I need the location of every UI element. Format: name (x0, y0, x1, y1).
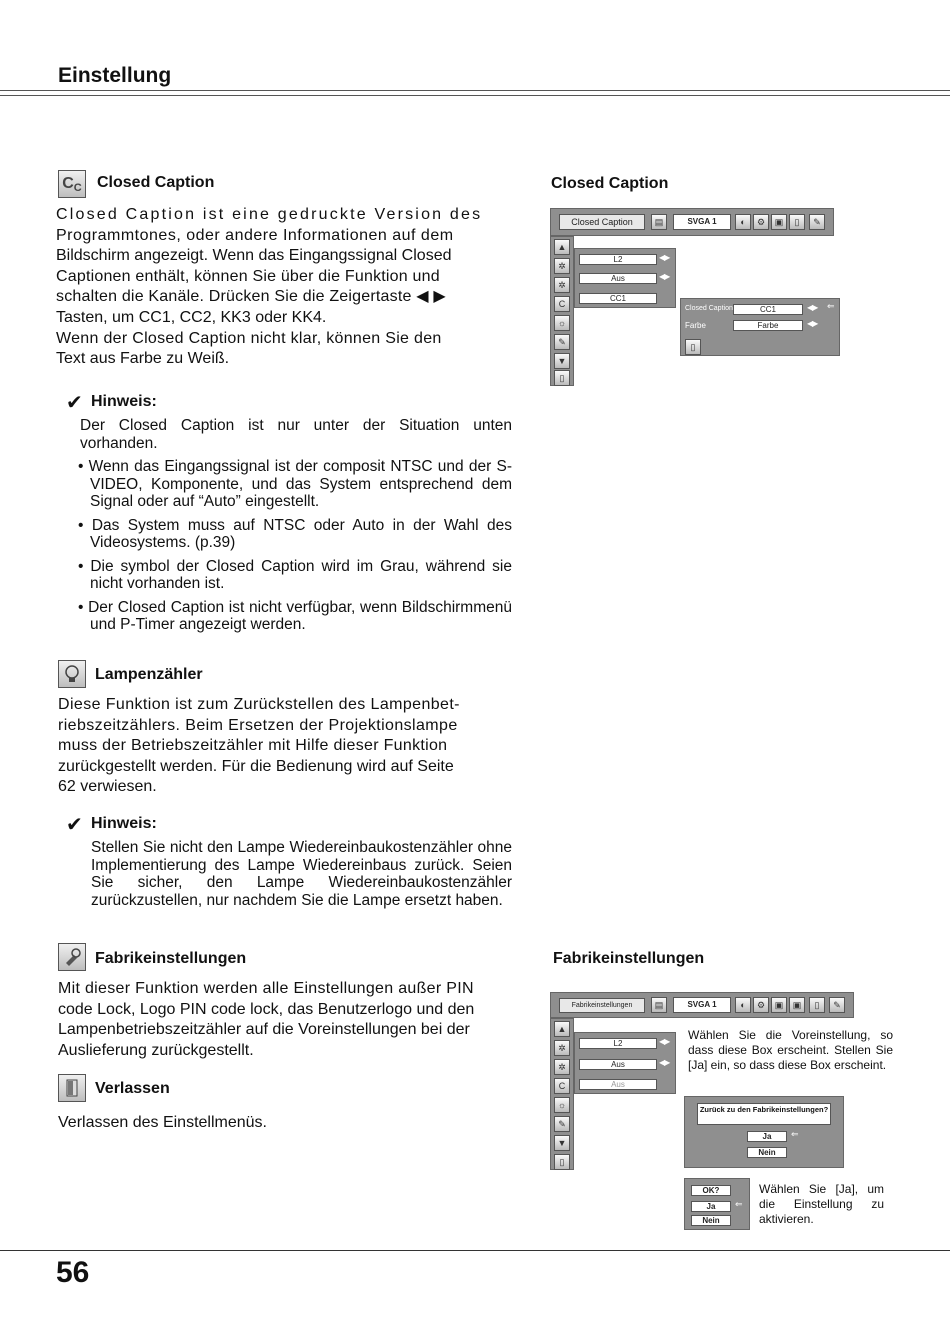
paragraph-line: Wenn der Closed Caption nicht klar, können Sie den (56, 329, 442, 347)
osd-image-icon: ▣ (771, 214, 787, 230)
pointer-arrow-icon: ⇐ (827, 301, 835, 311)
lamp-icon (58, 660, 86, 688)
confirm-yes-button[interactable]: Ja (691, 1201, 731, 1212)
arrow-left-right-icon: ◀▶ (659, 272, 670, 281)
closed-caption-paragraph (56, 205, 514, 370)
factory-instruction-note: Wählen Sie die Voreinstellung, so dass diese Box erscheint. Stellen Sie [Ja] ein, so dass diese Box erscheint. (688, 1028, 893, 1072)
osd-value-panel (574, 1032, 676, 1094)
osd-menu-bar (550, 992, 854, 1018)
exit-door-icon: ▯ (554, 1154, 570, 1170)
confirm-no-button[interactable]: Nein (691, 1215, 731, 1226)
list-item: • Die symbol der Closed Caption wird im Grau, während sie nicht vorhanden ist. (78, 557, 512, 592)
osd-field: L2 (579, 1038, 657, 1049)
osd-mode-label: SVGA 1 (673, 997, 731, 1013)
paragraph-line: Text aus Farbe zu Weiß. (56, 350, 230, 368)
osd-sub-value: Farbe (733, 320, 803, 331)
osd-sub-label: Farbe (685, 321, 706, 330)
factory-reset-dialog (684, 1096, 844, 1168)
list-item: • Wenn das Eingangssignal ist der composit NTSC und der S-VIDEO, Komponente, und das System entsprechend dem Signal oder auf “Auto” eingestellt. (78, 458, 512, 510)
lamp-counter-paragraph (58, 695, 512, 798)
paragraph-line: Diese Funktion ist zum Zurückstellen des Lampenbet- (58, 696, 460, 713)
factory-paragraph (58, 979, 512, 1061)
osd-screen-icon: ▤ (651, 214, 667, 230)
dialog-question: Zurück zu den Fabrikeinstellungen? (697, 1103, 831, 1125)
osd-submenu (680, 298, 840, 356)
lamp-icon: ☼ (554, 315, 570, 331)
pointer-arrow-icon: ⇐ (791, 1129, 799, 1139)
osd-screen-icon: ▤ (651, 997, 667, 1013)
section-title-factory-settings: Fabrikeinstellungen (95, 950, 247, 967)
osd-palette-icon: ◐ (735, 214, 751, 230)
osd-title-factory-settings: Fabrikeinstellungen (553, 950, 705, 967)
osd-tab-label: Fabrikeinstellungen (559, 998, 645, 1013)
osd-sub-value: CC1 (733, 304, 803, 315)
factory-reset-icon: ✎ (554, 1116, 570, 1132)
arrow-left-right-icon: ◀▶ (807, 319, 818, 328)
osd-mode-label: SVGA 1 (673, 214, 731, 230)
paragraph-line: schalten die Kanäle. Drücken Sie die Zeigertaste ◀ ▶ (56, 288, 446, 306)
list-item: • Der Closed Caption ist nicht verfügbar, wenn Bildschirmmenü und P-Timer angezeigt werden. (78, 598, 512, 633)
factory-reset-icon: ✎ (554, 334, 570, 350)
paragraph-line: Lampenbetriebszeitzähler auf die Voreinstellungen bei der (58, 1021, 470, 1039)
section-title-exit: Verlassen (95, 1080, 170, 1097)
paragraph-line: code Lock, Logo PIN code lock, das Benutzerlogo und den (58, 1000, 475, 1018)
osd-exit-icon: ▯ (809, 997, 825, 1013)
paragraph-line: Tasten, um CC1, CC2, KK3 oder KK4. (56, 308, 327, 326)
osd-keystone-icon: ▲ (554, 1021, 570, 1037)
closed-caption-icon: C (554, 296, 570, 312)
osd-pen-icon: ✎ (809, 214, 825, 230)
exit-text: Verlassen des Einstellmenüs. (58, 1114, 267, 1131)
osd-field: L2 (579, 254, 657, 265)
closed-caption-icon: C (554, 1078, 570, 1094)
osd-sidebar (550, 1018, 574, 1170)
osd-image-icon: ▣ (771, 997, 787, 1013)
osd-fan-icon: ✲ (554, 258, 570, 274)
page-header-title: Einstellung (58, 64, 172, 87)
paragraph-line: 62 verwiesen. (58, 778, 157, 796)
osd-pen-icon: ✎ (829, 997, 845, 1013)
osd-value-panel (574, 248, 676, 308)
section-title-lamp-counter: Lampenzähler (95, 666, 203, 683)
page-number: 56 (56, 1256, 90, 1289)
arrow-left-right-icon: ◀▶ (807, 303, 818, 312)
paragraph-line: Captionen enthält, können Sie über die Funktion und (56, 267, 440, 285)
closed-caption-icon: C C (58, 170, 86, 198)
osd-field: Aus (579, 273, 657, 284)
osd-exit-icon: ▯ (789, 214, 805, 230)
filter-icon: ▼ (554, 353, 570, 369)
paragraph-line: Programmtones, oder andere Informationen auf dem (56, 226, 454, 244)
factory-reset-icon (58, 943, 86, 971)
exit-door-icon (58, 1074, 86, 1102)
arrow-left-right-icon: ◀▶ (659, 1037, 670, 1046)
filter-icon: ▼ (554, 1135, 570, 1151)
paragraph-line: muss der Betriebszeitzähler mit Hilfe dieser Funktion (58, 737, 448, 755)
exit-door-icon: ▯ (685, 339, 701, 355)
note-title: Hinweis: (91, 815, 157, 832)
list-item: • Das System muss auf NTSC oder Auto in der Wahl des Videosystems. (p.39) (78, 516, 512, 551)
osd-field: Aus (579, 1079, 657, 1090)
paragraph-line: Mit dieser Funktion werden alle Einstellungen außer PIN (58, 980, 474, 997)
osd-field: Aus (579, 1059, 657, 1070)
paragraph-line: riebszeitzählers. Beim Ersetzen der Projektionslampe (58, 716, 458, 734)
osd-tab-label: Closed Caption (559, 214, 645, 230)
osd-fan-icon: ✲ (554, 1059, 570, 1075)
note-text: Stellen Sie nicht den Lampe Wiedereinbaukostenzähler ohne Implementierung des Lampe Wiedereinbaus zurück. Seien Sie sicher, den Lampe Wiedereinbaukostenzähler zurückzustellen, nur nachdem Sie die Lampe ersetzt haben. (91, 839, 512, 909)
lamp-icon: ☼ (554, 1097, 570, 1113)
osd-settings-icon: ⚙ (753, 214, 769, 230)
pointer-arrow-icon: ⇐ (735, 1199, 743, 1209)
note-intro: Der Closed Caption ist nur unter der Situation unten vorhanden. (80, 417, 512, 452)
osd-title-closed-caption: Closed Caption (551, 175, 669, 192)
note-title: Hinweis: (91, 393, 157, 410)
dialog-yes-button[interactable]: Ja (747, 1131, 787, 1142)
osd-keystone-icon: ▲ (554, 239, 570, 255)
paragraph-line: Bildschirm angezeigt. Wenn das Eingangssignal Closed (56, 247, 452, 265)
footer-rule (0, 1250, 950, 1251)
osd-fan-icon: ✲ (554, 277, 570, 293)
confirm-dialog (684, 1178, 750, 1230)
paragraph-line: Auslieferung zurückgestellt. (58, 1041, 254, 1059)
arrow-left-right-icon: ◀▶ (659, 253, 670, 262)
exit-door-icon: ▯ (554, 370, 570, 386)
note-bullet-list (78, 458, 512, 634)
activate-instruction-note: Wählen Sie [Ja], um die Einstellung zu aktivieren. (759, 1182, 884, 1226)
ok-label: OK? (691, 1185, 731, 1196)
paragraph-line: zurückgestellt werden. Für die Bedienung wird auf Seite (58, 757, 454, 775)
dialog-no-button[interactable]: Nein (747, 1147, 787, 1158)
arrow-left-right-icon: ◀▶ (659, 1058, 670, 1067)
section-title-closed-caption: Closed Caption (97, 174, 215, 191)
paragraph-line: Closed Caption ist eine gedruckte Version des (56, 206, 483, 223)
osd-menu-bar (550, 208, 834, 236)
checkmark-icon: ✔ (66, 814, 83, 836)
osd-field: CC1 (579, 293, 657, 304)
header-rule (0, 90, 950, 96)
osd-palette-icon: ◐ (735, 997, 751, 1013)
osd-image-icon: ▣ (789, 997, 805, 1013)
osd-settings-icon: ⚙ (753, 997, 769, 1013)
checkmark-icon: ✔ (66, 392, 83, 414)
osd-sub-label: Closed Caption (685, 305, 733, 312)
osd-fan-icon: ✲ (554, 1040, 570, 1056)
osd-sidebar (550, 236, 574, 386)
